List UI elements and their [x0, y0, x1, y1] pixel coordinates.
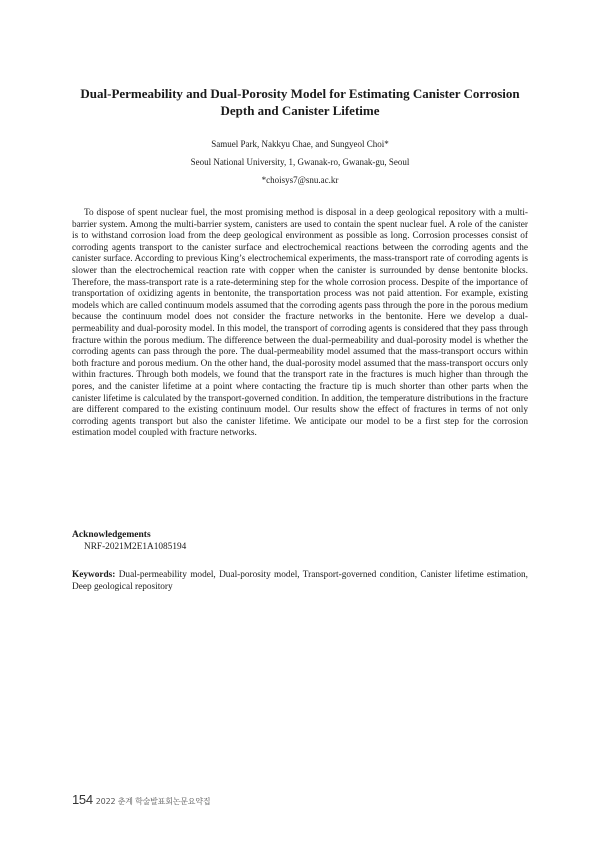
- corresponding-email: *choisys7@snu.ac.kr: [261, 175, 339, 185]
- author-list: Samuel Park, Nakkyu Chae, and Sungyeol Choi*: [211, 139, 389, 149]
- acknowledgements-heading: Acknowledgements: [72, 530, 151, 540]
- abstract-paragraph: To dispose of spent nuclear fuel, the most promising method is disposal in a deep geological repository with a multi-barrier system. Among the multi-barrier system, canisters are used to contain the spent nuclear fuel. A role of the canister is to withstand corrosion load from the deep geological environment as possible as long. Corrosion processes consist of corroding agents transport to the canister surface and electrochemical reactions between the corroding agents and the canister surface. According to previous King’s electrochemical experiments, the mass-transport rate of corroding agents is slower than the electrochemical reaction rate with copper when the canister is surrounded by dense bentonite blocks. Therefore, the mass-transport rate is a rate-determining step for the whole corrosion process. Despite of the importance of transportation of oxidizing agents in bentonite, the transportation process was not paid attention. For example, existing models which are called continuum models assumed that the corroding agents pass through the pore in the porous medium because the continuum model does not consider the fracture networks in the bentonite. Here we develop a dual-permeability and dual-porosity model. In this model, the transport of corroding agents is considered that they pass through fracture within the porous medium. The difference between the dual-permeability and dual-porosity model is whether the corroding agents can pass through the pore. The dual-permeability model assumed that the mass-transport occurs within both fracture and porous medium. On the other hand, the dual-porosity model assumed that the mass-transport occurs only within fractures. Through both models, we found that the transport rate in the fractures is much higher than through the pores, and the canister lifetime at a point where contacting the fracture tip is much shorter than other parts when the canister lifetime is calculated by the transport-governed condition. In addition, the temperature distributions in the fracture are different compared to the existing continuum model. Our results show the effect of fractures in terms of not only corroding agents transport but also the canister lifetime. We anticipate our model to be a first step for the corrosion estimation model coupled with fracture networks.: [72, 208, 528, 439]
- keywords-label: Keywords:: [72, 570, 116, 580]
- page-number: 154: [72, 792, 93, 807]
- affiliation: Seoul National University, 1, Gwanak-ro, Gwanak-gu, Seoul: [190, 157, 410, 167]
- acknowledgements-text: NRF-2021M2E1A1085194: [84, 542, 187, 552]
- keywords-section: [72, 569, 528, 593]
- proceedings-title: 2022 춘계 학술발표회논문요약집: [95, 797, 211, 806]
- paper-title: Dual-Permeability and Dual-Porosity Model for Estimating Canister Corrosion Depth and Canister Lifetime: [80, 86, 520, 118]
- keywords-text: Dual-permeability model, Dual-porosity model, Transport-governed condition, Canister lifetime estimation, Deep geological repository: [72, 570, 528, 592]
- page-footer: [72, 791, 210, 809]
